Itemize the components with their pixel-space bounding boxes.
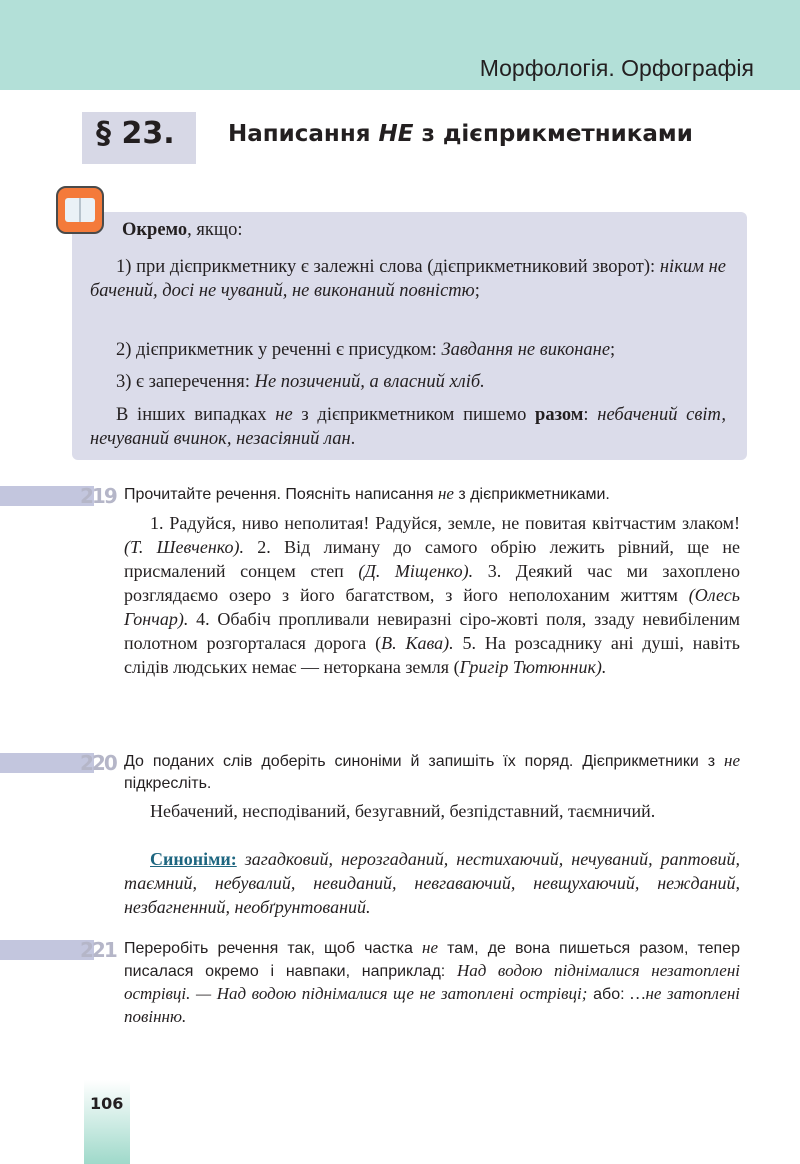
rule-intro: Окремо, якщо: xyxy=(122,220,243,240)
paragraph-title: Написання НЕ з дієприкметниками xyxy=(228,121,693,147)
page-number: 106 xyxy=(90,1094,124,1113)
exercise-task: Переробіть речення так, щоб частка не там, де вона пишеться разом, тепер писалася окремо і навпаки, наприклад: Над водою піднімалися незатоплені острівці. — Над водою піднімалися ще не затоплені острівці; або: …не затоплені повінню. xyxy=(124,938,741,1026)
exercise-number: 219 xyxy=(80,484,116,508)
rule-item-3: 3) є заперечення: Не позичений, а власний хліб. xyxy=(116,372,485,392)
exercise-task: До поданих слів доберіть синоніми й запишіть їх поряд. Дієприкметники з не підкресліть. xyxy=(124,751,740,792)
synonyms-label: Синоніми: xyxy=(150,849,237,869)
exercise-number: 221 xyxy=(80,938,116,962)
section-title: Морфологія. Орфографія xyxy=(479,55,754,81)
book-spine xyxy=(79,198,81,222)
page-number-tab xyxy=(84,1080,130,1164)
exercise-synonyms: Синоніми: загадковий, нерозгаданий, нестихаючий, нечуваний, раптовий, таємний, небувалий, невиданий, невгаваючий, невщухаючий, нежданий, незбагненний, необґрунтований. xyxy=(124,849,740,917)
book-icon xyxy=(56,186,104,234)
exercise-words: Небачений, несподіваний, безугавний, безпідставний, таємничий. xyxy=(150,801,656,821)
paragraph-number: § 23. xyxy=(96,116,175,151)
rule-item-1: 1) при дієприкметнику є залежні слова (дієприкметниковий зворот): ніким не бачений, досі не чуваний, не виконаний повністю; xyxy=(90,257,727,301)
exercise-number: 220 xyxy=(80,751,116,775)
exercise-task: Прочитайте речення. Поясніть написання не з дієприкметниками. xyxy=(124,484,610,503)
rule-item-2: 2) дієприкметник у реченні є присудком: Завдання не виконане; xyxy=(116,340,616,360)
exercise-sentences: 1. Радуйся, ниво неполитая! Радуйся, земле, не повитая квітчастим злаком! (Т. Шевченко). 2. Від лиману до самого обрію лежить рівний, ще не присмалений сонцем степ (Д. Міщенко). 3. Деякий час ми захоплено розглядаємо озеро з його багатством, з його неполоханим життям (Олесь Гончар). 4. Обабіч пропливали невиразні сіро-жовті поля, ззаду невибіленим полотном розгорталася дорога (В. Кава). 5. На розсаднику ані душі, навіть слідів людських немає — неторкана земля (Григір Тютюнник). xyxy=(124,513,741,677)
rule-other-cases: В інших випадках не з дієприкметником пишемо разом: небачений світ, нечуваний вчинок, незасіяний лан. xyxy=(90,405,726,449)
